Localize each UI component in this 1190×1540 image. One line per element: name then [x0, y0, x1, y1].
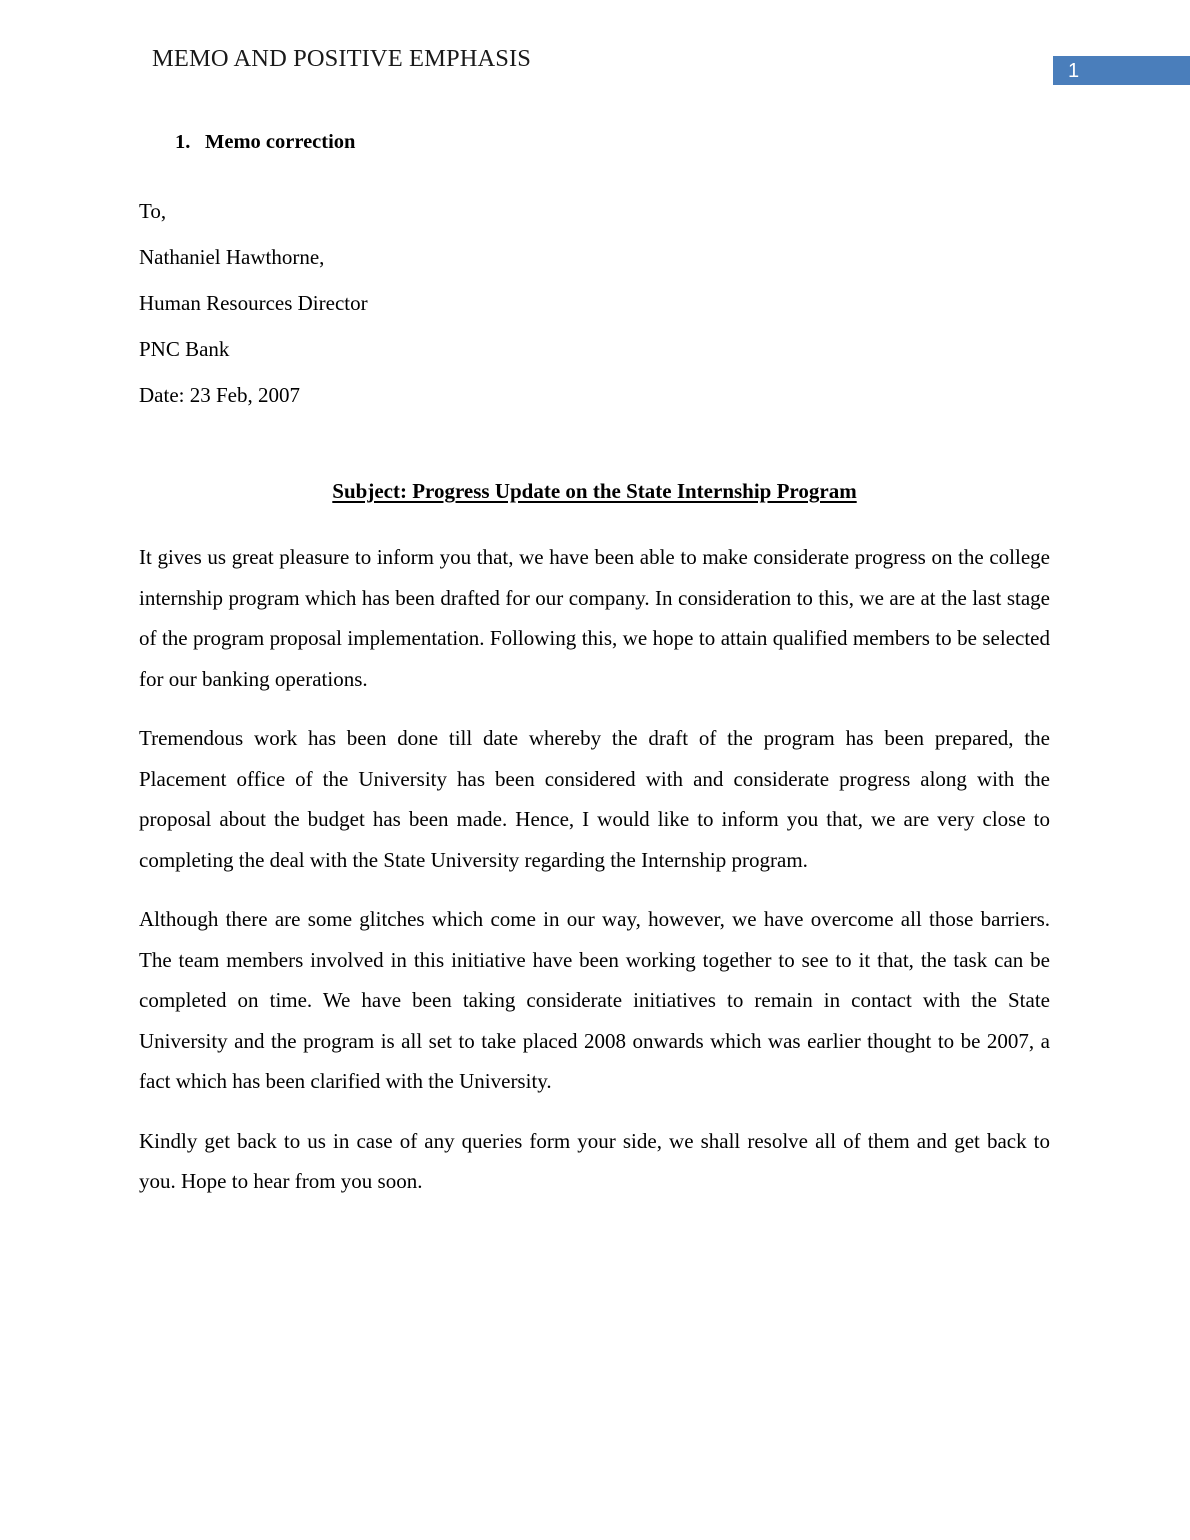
document-body	[139, 128, 1050, 1202]
address-line: To,	[139, 199, 167, 223]
running-header	[0, 0, 1190, 110]
section-number: 1.	[175, 131, 191, 153]
page-number-badge	[1053, 56, 1190, 85]
body-paragraph: Although there are some glitches which come in our way, however, we have overcome all those barriers. The team members involved in this initiative have been working together to see to it that, the task can be completed on time. We have been taking considerate initiatives to remain in contact with the State University and the program is all set to take placed 2008 onwards which was earlier thought to be 2007, a fact which has been clarified with the University.	[139, 907, 1050, 1093]
body-paragraph: It gives us great pleasure to inform you that, we have been able to make considerate progress on the college internship program which has been drafted for our company. In consideration to this, we are at the last stage of the program proposal implementation. Following this, we hope to attain qualified members to be selected for our banking operations.	[139, 545, 1050, 691]
section-heading	[139, 128, 1050, 156]
address-block	[139, 188, 1050, 418]
body-paragraph: Tremendous work has been done till date whereby the draft of the program has been prepared, the Placement office of the University has been considered with and considerate progress along with the proposal about the budget has been made. Hence, I would like to inform you that, we are very close to completing the deal with the State University regarding the Internship program.	[139, 726, 1050, 872]
body-paragraph: Kindly get back to us in case of any queries form your side, we shall resolve all of them and get back to you. Hope to hear from you soon.	[139, 1128, 1050, 1193]
subject-line: Subject: Progress Update on the State Internship Program	[332, 479, 857, 503]
address-line: PNC Bank	[139, 337, 230, 361]
subject-line-wrapper	[139, 477, 1050, 505]
section-title: Memo correction	[205, 131, 356, 153]
header-title: MEMO AND POSITIVE EMPHASIS	[152, 45, 531, 72]
address-line: Nathaniel Hawthorne,	[139, 245, 325, 269]
page-number: 1	[1068, 60, 1080, 82]
address-line: Date: 23 Feb, 2007	[139, 383, 300, 407]
address-line: Human Resources Director	[139, 291, 368, 315]
